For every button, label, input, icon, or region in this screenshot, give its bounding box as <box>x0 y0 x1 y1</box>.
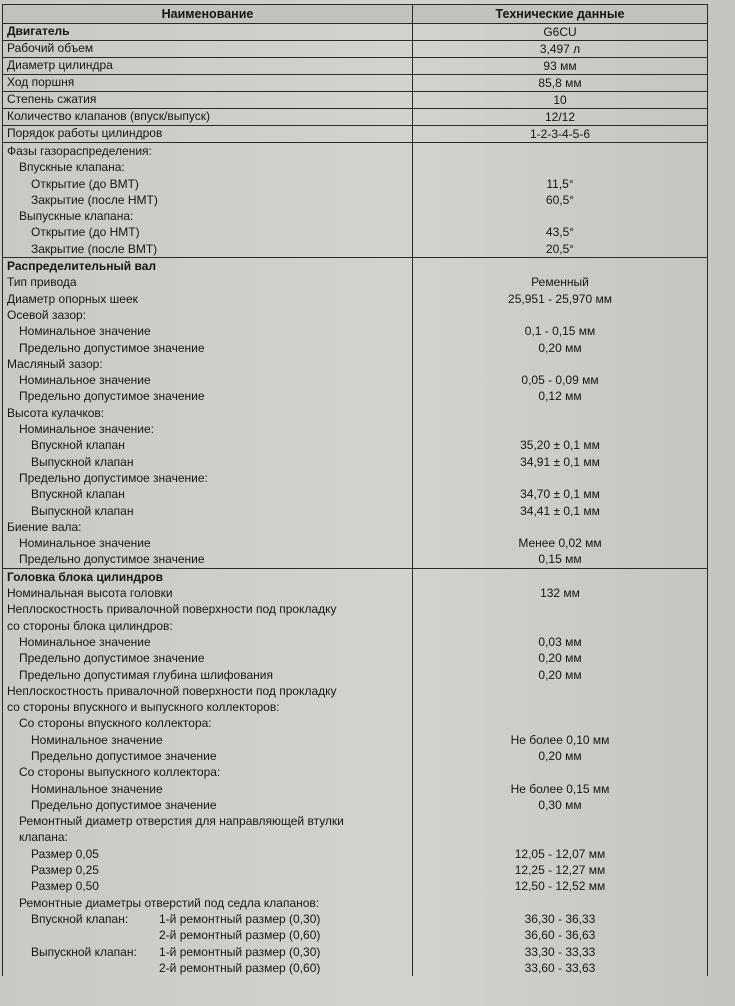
camshaft-values <box>413 258 708 569</box>
exhaust-open-value: 43,5° <box>545 225 575 240</box>
grind-depth-label: Предельно допустимая глубина шлифования <box>19 667 273 682</box>
row-label: Порядок работы цилиндров <box>3 126 413 143</box>
exhaust-side-label: Со стороны выпускного коллектора: <box>19 765 221 780</box>
row-label: Рабочий объем <box>3 41 413 58</box>
axial-clearance-label: Осевой зазор: <box>7 307 87 322</box>
row-label: Степень сжатия <box>3 92 413 109</box>
column-header-name: Наименование <box>3 5 413 24</box>
nominal-label: Номинальное значение <box>19 373 151 388</box>
column-header-data: Технические данные <box>413 5 708 24</box>
row-value: 93 мм <box>413 58 708 75</box>
seat-exhaust-1-value: 33,30 - 33,33 <box>524 944 596 959</box>
valve-timing-row <box>3 143 708 258</box>
size-050-value: 12,50 - 12,52 мм <box>514 879 606 894</box>
flatness-block-label-cont: со стороны блока цилиндров: <box>7 618 173 633</box>
intake-valves-label: Впускные клапана: <box>19 160 125 175</box>
drive-type-value: Ременный <box>531 275 589 290</box>
cylinder-head-section <box>3 568 708 976</box>
lobe-limit-exhaust-value: 34,41 ± 0,1 мм <box>520 503 600 518</box>
shaft-runout-label: Биение вала: <box>7 519 82 534</box>
head-height-value: 132 мм <box>540 586 580 601</box>
lobe-nominal-exhaust-value: 34,91 ± 0,1 мм <box>520 454 600 469</box>
exhaust-close-value: 20,5° <box>545 241 575 256</box>
table-row <box>3 126 708 143</box>
seat-intake-1-value: 36,30 - 36,33 <box>524 911 596 926</box>
exhaust-valve-label: Выпускной клапан <box>31 503 134 518</box>
repair-size-1-label: 1-й ремонтный размер (0,30) <box>159 944 321 959</box>
lobe-nominal-intake-value: 35,20 ± 0,1 мм <box>520 438 600 453</box>
row-value: 12/12 <box>413 109 708 126</box>
drive-type-label: Тип привода <box>7 275 77 290</box>
limit-label: Предельно допустимое значение <box>19 389 205 404</box>
intake-open-label: Открытие (до ВМТ) <box>31 176 139 191</box>
nominal-label: Номинальное значение: <box>19 422 154 437</box>
row-value: 3,497 л <box>413 41 708 58</box>
intake-valve-label: Впускной клапан <box>31 438 125 453</box>
lobe-limit-intake-value: 34,70 ± 0,1 мм <box>520 487 600 502</box>
guide-bore-label-cont: клапана: <box>19 830 68 845</box>
seat-intake-line-1 <box>7 911 408 927</box>
intake-side-label: Со стороны впускного коллектора: <box>19 716 212 731</box>
row-label: Количество клапанов (впуск/выпуск) <box>3 109 413 126</box>
table-row <box>3 58 708 75</box>
limit-label: Предельно допустимое значение: <box>19 470 208 485</box>
size-025-label: Размер 0,25 <box>31 863 99 878</box>
row-value: 85,8 мм <box>413 75 708 92</box>
seat-intake-2-value: 36,60 - 36,63 <box>524 928 596 943</box>
lobe-height-label: Высота кулачков: <box>7 405 105 420</box>
flatness-block-label: Неплоскостность привалочной поверхности под прокладку <box>7 602 337 617</box>
nominal-label: Номинальное значение <box>31 781 163 796</box>
guide-bore-label: Ремонтный диаметр отверстия для направляющей втулки <box>19 814 344 829</box>
specifications-table <box>2 4 708 976</box>
limit-label: Предельно допустимое значение <box>19 651 205 666</box>
cylinder-head-labels <box>3 568 413 976</box>
nominal-label: Номинальное значение <box>31 732 163 747</box>
flatness-manifold-label: Неплоскостность привалочной поверхности под прокладку <box>7 683 337 698</box>
limit-label: Предельно допустимое значение <box>31 797 217 812</box>
table-row <box>3 41 708 58</box>
seat-exhaust-label: Выпускной клапан: <box>31 944 137 959</box>
exhaust-valves-label: Выпускные клапана: <box>19 209 134 224</box>
size-025-value: 12,25 - 12,27 мм <box>514 863 606 878</box>
valve-timing-values <box>413 143 708 258</box>
intake-side-nominal-value: Не более 0,10 мм <box>510 732 610 747</box>
valve-timing-title: Фазы газораспределения: <box>7 144 152 158</box>
seat-intake-line-2 <box>7 927 408 943</box>
flat-nominal-value: 0,03 мм <box>538 634 582 649</box>
size-005-label: Размер 0,05 <box>31 846 99 861</box>
repair-size-1-label: 1-й ремонтный размер (0,30) <box>159 911 321 926</box>
seat-exhaust-line-1 <box>7 944 408 960</box>
section-title-camshaft: Распределительный вал <box>7 259 157 274</box>
row-label: Ход поршня <box>3 75 413 92</box>
size-005-value: 12,05 - 12,07 мм <box>514 846 606 861</box>
row-label: Диаметр цилиндра <box>3 58 413 75</box>
nominal-label: Номинальное значение <box>19 536 151 551</box>
limit-label: Предельно допустимое значение <box>19 340 205 355</box>
engine-title-row <box>3 24 708 41</box>
exhaust-side-nominal-value: Не более 0,15 мм <box>510 781 610 796</box>
section-title-cylinder-head: Головка блока цилиндров <box>7 569 163 584</box>
journal-diameter-label: Диаметр опорных шеек <box>7 291 138 306</box>
cylinder-head-values <box>413 568 708 976</box>
flat-limit-value: 0,20 мм <box>538 651 582 666</box>
intake-open-value: 11,5° <box>546 176 574 191</box>
camshaft-labels <box>3 258 413 569</box>
row-value: 1-2-3-4-5-6 <box>413 126 708 143</box>
table-row <box>3 109 708 126</box>
repair-size-2-label: 2-й ремонтный размер (0,60) <box>159 960 321 975</box>
exhaust-valve-label: Выпускной клапан <box>31 454 134 469</box>
exhaust-close-label: Закрытие (после ВМТ) <box>31 241 158 256</box>
intake-close-value: 60,5° <box>545 192 575 207</box>
seat-exhaust-2-value: 33,60 - 33,63 <box>524 960 596 975</box>
seat-intake-label: Впускной клапан: <box>31 911 129 926</box>
runout-limit-value: 0,15 мм <box>538 552 582 567</box>
head-height-label: Номинальная высота головки <box>7 586 173 601</box>
section-title-engine: Двигатель <box>3 24 413 41</box>
table-row <box>3 92 708 109</box>
table-header-row <box>3 5 708 24</box>
nominal-label: Номинальное значение <box>19 324 151 339</box>
limit-label: Предельно допустимое значение <box>31 748 217 763</box>
size-050-label: Размер 0,50 <box>31 879 99 894</box>
oil-limit-value: 0,12 мм <box>538 389 582 404</box>
valve-timing-labels <box>3 143 413 258</box>
limit-label: Предельно допустимое значение <box>19 552 205 567</box>
intake-side-limit-value: 0,20 мм <box>538 748 582 763</box>
exhaust-open-label: Открытие (до НМТ) <box>31 225 140 240</box>
oil-nominal-value: 0,05 - 0,09 мм <box>521 373 599 388</box>
grind-depth-value: 0,20 мм <box>538 667 582 682</box>
row-value: 10 <box>413 92 708 109</box>
flatness-manifold-label-cont: со стороны впускного и выпускного коллекторов: <box>7 700 280 715</box>
runout-nominal-value: Менее 0,02 мм <box>518 536 602 551</box>
exhaust-side-limit-value: 0,30 мм <box>538 797 582 812</box>
axial-nominal-value: 0,1 - 0,15 мм <box>524 324 596 339</box>
intake-valve-label: Впускной клапан <box>31 487 125 502</box>
oil-clearance-label: Масляный зазор: <box>7 356 103 371</box>
nominal-label: Номинальное значение <box>19 634 151 649</box>
seat-exhaust-line-2 <box>7 960 408 976</box>
table-row <box>3 75 708 92</box>
engine-model-value: G6CU <box>413 24 708 41</box>
journal-diameter-value: 25,951 - 25,970 мм <box>508 291 612 306</box>
repair-size-2-label: 2-й ремонтный размер (0,60) <box>159 928 321 943</box>
valve-seat-bores-label: Ремонтные диаметры отверстий под седла клапанов: <box>19 895 320 910</box>
axial-limit-value: 0,20 мм <box>538 340 582 355</box>
intake-close-label: Закрытие (после НМТ) <box>31 192 158 207</box>
camshaft-section <box>3 258 708 569</box>
